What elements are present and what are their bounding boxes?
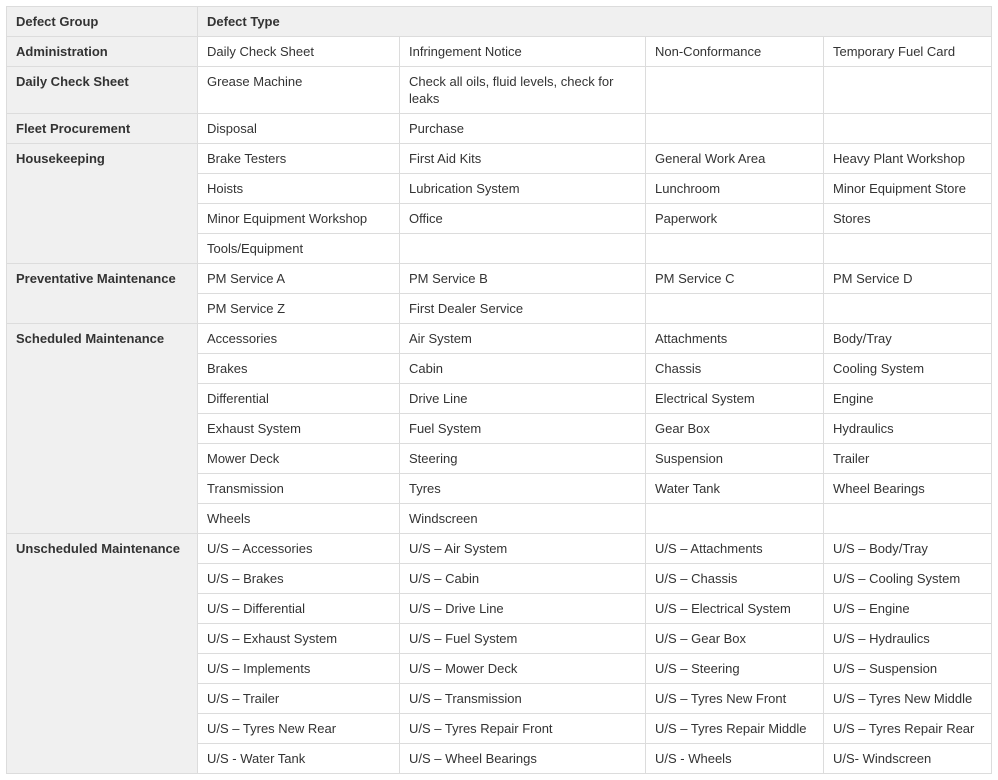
- defect-type-cell: U/S – Tyres New Front: [646, 684, 824, 714]
- table-row: [7, 324, 992, 354]
- defect-type-cell: Tyres: [400, 474, 646, 504]
- defect-type-cell: Steering: [400, 444, 646, 474]
- defect-type-cell: U/S – Tyres New Middle: [824, 684, 992, 714]
- defect-type-cell: Differential: [198, 384, 400, 414]
- defect-type-cell: Brake Testers: [198, 144, 400, 174]
- defect-type-cell: PM Service A: [198, 264, 400, 294]
- table-row: [7, 144, 992, 174]
- defect-type-cell: U/S – Implements: [198, 654, 400, 684]
- defect-type-cell: Drive Line: [400, 384, 646, 414]
- defect-type-cell: Water Tank: [646, 474, 824, 504]
- defect-type-cell: U/S – Gear Box: [646, 624, 824, 654]
- table-row: [7, 114, 992, 144]
- defect-type-cell: Stores: [824, 204, 992, 234]
- defect-type-cell: Transmission: [198, 474, 400, 504]
- defect-type-cell: U/S- Windscreen: [824, 744, 992, 774]
- defect-type-cell: PM Service Z: [198, 294, 400, 324]
- defect-type-cell: Office: [400, 204, 646, 234]
- defect-type-cell: U/S – Fuel System: [400, 624, 646, 654]
- table-row: [7, 264, 992, 294]
- defect-type-cell: U/S – Body/Tray: [824, 534, 992, 564]
- defect-type-cell: [824, 294, 992, 324]
- defect-type-cell: Trailer: [824, 444, 992, 474]
- defect-type-cell: U/S – Differential: [198, 594, 400, 624]
- defect-type-cell: U/S – Wheel Bearings: [400, 744, 646, 774]
- defect-type-cell: U/S – Engine: [824, 594, 992, 624]
- defect-group-cell: Fleet Procurement: [7, 114, 198, 144]
- defect-type-cell: Mower Deck: [198, 444, 400, 474]
- defect-type-cell: [824, 504, 992, 534]
- defect-type-cell: [824, 114, 992, 144]
- defect-type-cell: U/S – Attachments: [646, 534, 824, 564]
- defect-type-cell: Non-Conformance: [646, 37, 824, 67]
- defect-type-cell: Accessories: [198, 324, 400, 354]
- table-row: [7, 67, 992, 114]
- defect-type-cell: U/S – Cabin: [400, 564, 646, 594]
- defect-type-cell: U/S – Air System: [400, 534, 646, 564]
- defect-group-cell: Unscheduled Maintenance: [7, 534, 198, 774]
- defect-type-cell: PM Service B: [400, 264, 646, 294]
- defect-type-cell: [646, 67, 824, 114]
- defect-type-cell: Wheel Bearings: [824, 474, 992, 504]
- defect-type-cell: Body/Tray: [824, 324, 992, 354]
- defect-type-cell: Cabin: [400, 354, 646, 384]
- defect-type-cell: [646, 294, 824, 324]
- defect-type-cell: PM Service D: [824, 264, 992, 294]
- defect-type-cell: U/S – Suspension: [824, 654, 992, 684]
- defect-type-cell: Lubrication System: [400, 174, 646, 204]
- defect-type-cell: Wheels: [198, 504, 400, 534]
- header-defect-group: Defect Group: [7, 7, 198, 37]
- header-defect-type: Defect Type: [198, 7, 992, 37]
- table-row: [7, 37, 992, 67]
- defect-type-cell: U/S – Trailer: [198, 684, 400, 714]
- defect-type-cell: Minor Equipment Store: [824, 174, 992, 204]
- defect-group-cell: Housekeeping: [7, 144, 198, 264]
- defect-type-cell: Temporary Fuel Card: [824, 37, 992, 67]
- defect-type-cell: PM Service C: [646, 264, 824, 294]
- defect-type-cell: U/S – Exhaust System: [198, 624, 400, 654]
- defect-type-cell: U/S – Steering: [646, 654, 824, 684]
- defect-group-cell: Scheduled Maintenance: [7, 324, 198, 534]
- defect-type-cell: [646, 234, 824, 264]
- defect-type-cell: Hoists: [198, 174, 400, 204]
- defect-type-cell: [824, 234, 992, 264]
- defect-group-cell: Administration: [7, 37, 198, 67]
- defect-type-cell: First Dealer Service: [400, 294, 646, 324]
- defect-type-cell: Suspension: [646, 444, 824, 474]
- defect-type-cell: Disposal: [198, 114, 400, 144]
- table-row: [7, 534, 992, 564]
- defect-type-cell: U/S - Water Tank: [198, 744, 400, 774]
- defect-type-cell: U/S – Cooling System: [824, 564, 992, 594]
- defect-type-cell: Fuel System: [400, 414, 646, 444]
- defect-type-cell: General Work Area: [646, 144, 824, 174]
- defect-type-cell: Lunchroom: [646, 174, 824, 204]
- defect-type-cell: U/S – Accessories: [198, 534, 400, 564]
- defect-type-cell: Windscreen: [400, 504, 646, 534]
- defect-type-cell: Infringement Notice: [400, 37, 646, 67]
- defect-type-cell: Tools/Equipment: [198, 234, 400, 264]
- defect-type-cell: U/S – Hydraulics: [824, 624, 992, 654]
- defect-group-cell: Preventative Maintenance: [7, 264, 198, 324]
- defect-type-cell: Attachments: [646, 324, 824, 354]
- defect-type-cell: Grease Machine: [198, 67, 400, 114]
- defect-type-cell: [646, 504, 824, 534]
- defect-type-cell: U/S – Brakes: [198, 564, 400, 594]
- defect-type-cell: U/S – Mower Deck: [400, 654, 646, 684]
- defect-type-cell: Daily Check Sheet: [198, 37, 400, 67]
- defect-type-cell: Check all oils, fluid levels, check for leaks: [400, 67, 646, 114]
- defect-type-cell: U/S – Tyres Repair Front: [400, 714, 646, 744]
- defect-type-cell: U/S - Wheels: [646, 744, 824, 774]
- defect-type-cell: Hydraulics: [824, 414, 992, 444]
- defect-type-cell: U/S – Drive Line: [400, 594, 646, 624]
- defect-type-cell: Cooling System: [824, 354, 992, 384]
- header-row: [7, 7, 992, 37]
- table-body: [7, 37, 992, 774]
- defect-type-cell: Air System: [400, 324, 646, 354]
- defect-type-cell: U/S – Tyres New Rear: [198, 714, 400, 744]
- defect-type-cell: [646, 114, 824, 144]
- defect-type-cell: Heavy Plant Workshop: [824, 144, 992, 174]
- defect-type-cell: U/S – Tyres Repair Middle: [646, 714, 824, 744]
- defect-type-cell: U/S – Chassis: [646, 564, 824, 594]
- defect-type-cell: Minor Equipment Workshop: [198, 204, 400, 234]
- defect-type-cell: [824, 67, 992, 114]
- defect-type-cell: Purchase: [400, 114, 646, 144]
- defect-type-cell: Electrical System: [646, 384, 824, 414]
- defect-type-cell: First Aid Kits: [400, 144, 646, 174]
- defect-type-cell: Chassis: [646, 354, 824, 384]
- defects-table: [6, 6, 992, 774]
- defect-type-cell: Brakes: [198, 354, 400, 384]
- defect-type-cell: Engine: [824, 384, 992, 414]
- defect-type-cell: U/S – Transmission: [400, 684, 646, 714]
- defect-type-cell: U/S – Tyres Repair Rear: [824, 714, 992, 744]
- defect-type-cell: Gear Box: [646, 414, 824, 444]
- defect-type-cell: Paperwork: [646, 204, 824, 234]
- defect-type-cell: [400, 234, 646, 264]
- defect-group-cell: Daily Check Sheet: [7, 67, 198, 114]
- defect-type-cell: Exhaust System: [198, 414, 400, 444]
- defect-type-cell: U/S – Electrical System: [646, 594, 824, 624]
